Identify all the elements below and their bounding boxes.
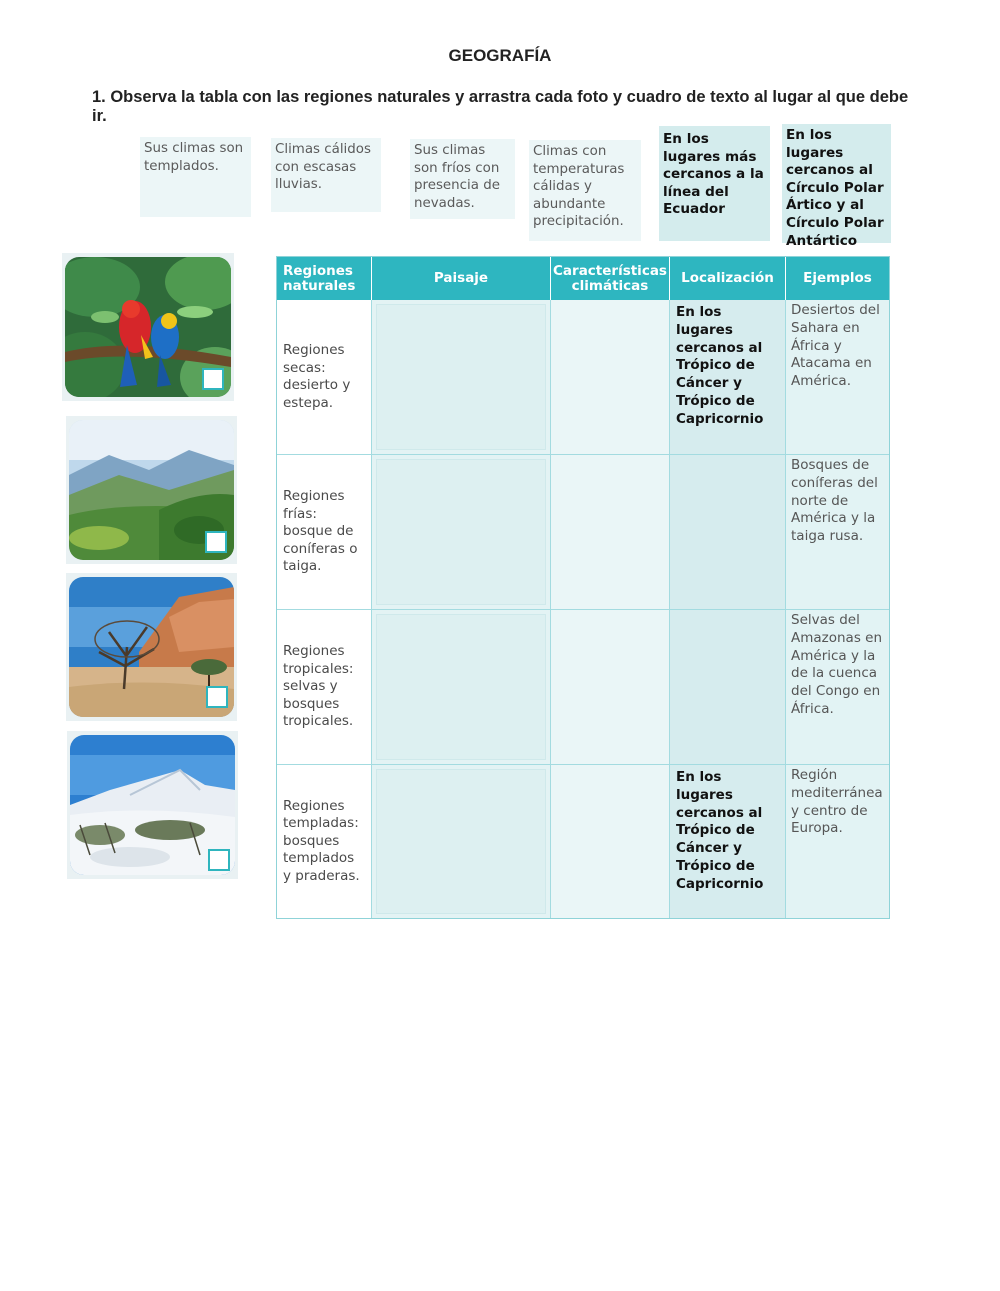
region-cell: Regiones frías: bosque de coníferas o taiga. <box>277 455 372 610</box>
ejemplos-cell: Desiertos del Sahara en África y Atacama en América. <box>786 300 889 455</box>
photo-drop-checkbox[interactable] <box>206 686 228 708</box>
localizacion-drop-zone[interactable] <box>670 455 786 610</box>
draggable-chip-templados[interactable]: Sus climas son templados. <box>140 137 251 217</box>
paisaje-drop-zone[interactable] <box>372 610 551 765</box>
localizacion-drop-zone[interactable] <box>670 610 786 765</box>
localizacion-cell: En los lugares cercanos al Trópico de Cáncer y Trópico de Capricornio <box>670 300 786 455</box>
drop-target[interactable] <box>376 769 546 914</box>
clima-drop-zone[interactable] <box>551 455 670 610</box>
photo-drop-checkbox[interactable] <box>205 531 227 553</box>
photo-drop-checkbox[interactable] <box>202 368 224 390</box>
instruction-text: 1. Observa la tabla con las regiones naturales y arrastra cada foto y cuadro de texto al lugar al que debe ir. <box>92 88 909 125</box>
region-cell: Regiones templadas: bosques templados y praderas. <box>277 765 372 918</box>
localizacion-cell: En los lugares cercanos al Trópico de Cáncer y Trópico de Capricornio <box>670 765 786 918</box>
draggable-chip-calidos-secos[interactable]: Climas cálidos con escasas lluvias. <box>271 138 381 212</box>
paisaje-drop-zone[interactable] <box>372 300 551 455</box>
clima-drop-zone[interactable] <box>551 610 670 765</box>
draggable-chip-polar[interactable]: En los lugares cercanos al Círculo Polar Ártico y al Círculo Polar Antártico <box>782 124 891 243</box>
region-cell: Regiones secas: desierto y estepa. <box>277 300 372 455</box>
clima-drop-zone[interactable] <box>551 765 670 918</box>
ejemplos-cell: Bosques de coníferas del norte de América y la taiga rusa. <box>786 455 889 610</box>
paisaje-drop-zone[interactable] <box>372 455 551 610</box>
drop-target[interactable] <box>376 614 546 760</box>
ejemplos-cell: Región mediterránea y centro de Europa. <box>786 765 889 918</box>
header-paisaje: Paisaje <box>372 257 551 300</box>
region-cell: Regiones tropicales: selvas y bosques tropicales. <box>277 610 372 765</box>
header-regiones: Regiones naturales <box>277 257 372 300</box>
drop-target[interactable] <box>376 304 546 450</box>
clima-drop-zone[interactable] <box>551 300 670 455</box>
header-localizacion: Localización <box>670 257 786 300</box>
draggable-chip-calidos-humedos[interactable]: Climas con temperaturas cálidas y abundante precipitación. <box>529 140 641 241</box>
paisaje-drop-zone[interactable] <box>372 765 551 918</box>
page-title: GEOGRAFÍA <box>448 46 552 65</box>
photo-drop-checkbox[interactable] <box>208 849 230 871</box>
ejemplos-cell: Selvas del Amazonas en América y la de la cuenca del Congo en África. <box>786 610 889 765</box>
draggable-chip-ecuador[interactable]: En los lugares más cercanos a la línea del Ecuador <box>659 126 770 241</box>
header-caracteristicas: Características climáticas <box>551 257 670 300</box>
draggable-chip-frios[interactable]: Sus climas son fríos con presencia de nevadas. <box>410 139 515 219</box>
header-ejemplos: Ejemplos <box>786 257 889 300</box>
drop-target[interactable] <box>376 459 546 605</box>
regions-table <box>276 256 890 919</box>
